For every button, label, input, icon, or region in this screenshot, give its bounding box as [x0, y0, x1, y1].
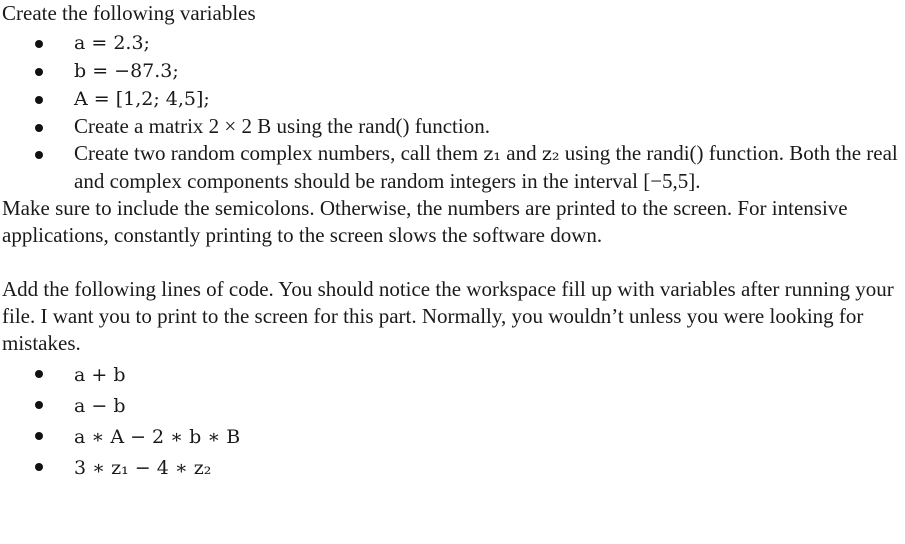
code-line: a ∗ A − 2 ∗ b ∗ B [74, 426, 241, 448]
document-page [2, 0, 902, 483]
list-item [2, 29, 902, 57]
list-item [2, 452, 902, 483]
add-lines-note: Add the following lines of code. You should notice the workspace fill up with variables after running your file. I want you to print to the screen for this part. Normally, you wouldn’t unless you were looking for mistakes. [2, 277, 894, 355]
semicolon-note: Make sure to include the semicolons. Otherwise, the numbers are printed to the screen. For intensive applications, constantly printing to the screen slows the software down. [2, 196, 848, 247]
intro-heading: Create the following variables [2, 1, 256, 25]
code-line: 3 ∗ z₁ − 4 ∗ z₂ [74, 457, 212, 479]
variable-a: a = 2.3; [74, 32, 150, 54]
bullet-icon [35, 124, 43, 132]
task-randi-after: using the randi() function. Both the real and complex components should be random integers in the interval [−5,5]. [74, 141, 898, 193]
bullet-icon [35, 151, 43, 159]
z1-symbol: z₁ [483, 143, 502, 165]
paragraph-spacer [2, 249, 902, 276]
list-item [2, 359, 902, 390]
bullet-icon [35, 463, 43, 471]
bullet-icon [35, 68, 43, 76]
bullet-icon [35, 96, 43, 104]
bullet-icon [35, 401, 43, 409]
bullet-icon [35, 370, 43, 378]
list-item [2, 140, 902, 195]
task-randi-before: Create two random complex numbers, call them [74, 141, 484, 165]
task-rand-matrix: Create a matrix 2 × 2 B using the rand() function. [74, 114, 490, 138]
variable-list [2, 29, 902, 195]
code-line: a − b [74, 395, 126, 417]
list-item [2, 390, 902, 421]
code-line: a + b [74, 364, 126, 386]
bullet-icon [35, 40, 43, 48]
task-randi-and: and [501, 141, 542, 165]
code-line-list [2, 359, 902, 483]
bullet-icon [35, 432, 43, 440]
list-item [2, 85, 902, 113]
list-item [2, 421, 902, 452]
variable-b: b = −87.3; [74, 60, 179, 82]
variable-A: A = [1,2; 4,5]; [74, 88, 210, 110]
list-item [2, 57, 902, 85]
z2-symbol: z₂ [541, 143, 560, 165]
list-item [2, 113, 902, 140]
